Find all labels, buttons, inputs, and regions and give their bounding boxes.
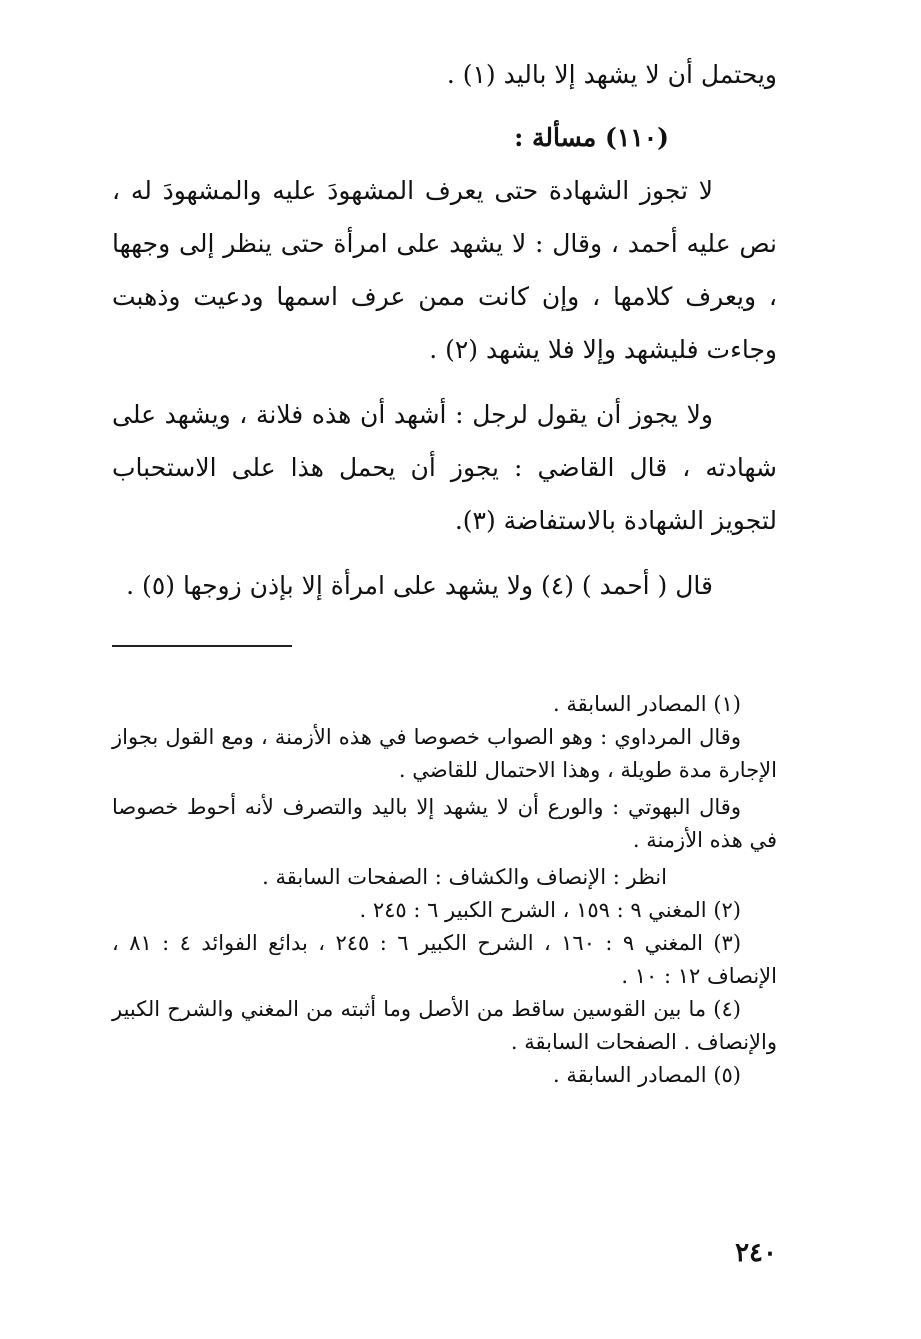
main-text — [112, 48, 777, 612]
paragraph-testimony-rule: ولا يجوز أن يقول لرجل : أشهد أن هذه فلانة ، ويشهد على شهادته ، قال القاضي : يجوز أن يحمل هذا على الاستحباب لتجويز الشهادة بالاستفاضة (٣). — [112, 400, 777, 535]
footnotes — [112, 688, 777, 1092]
footnote-1-reference: انظر : الإنصاف والكشاف : الصفحات السابقة . — [262, 865, 667, 889]
paragraph-witness-knowledge: لا تجوز الشهادة حتى يعرف المشهودَ عليه والمشهودَ له ، نص عليه أحمد ، وقال : لا يشهد على امرأة حتى ينظر إلى وجهها ، ويعرف كلامها ، وإن كانت ممن عرف اسمها ودعيت وذهبت وجاءت فليشهد وإلا فلا يشهد (٢) . — [112, 176, 777, 364]
footnote-1-buhuti: وقال البهوتي : والورع أن لا يشهد إلا باليد والتصرف لأنه أحوط خصوصا في هذه الأزمنة . — [112, 795, 777, 852]
footnote-2: (٢) المغني ٩ : ١٥٩ ، الشرح الكبير ٦ : ٢٤٥ . — [359, 898, 741, 922]
footnote-1-mardawi: وقال المرداوي : وهو الصواب خصوصا في هذه الأزمنة ، ومع القول بجواز الإجارة مدة طويلة ، وهذا الاحتمال للقاضي . — [112, 725, 777, 782]
paragraph-husband-permission: قال ( أحمد ) (٤) ولا يشهد على امرأة إلا بإذن زوجها (٥) . — [126, 571, 713, 600]
footnote-1: (١) المصادر السابقة . — [553, 692, 741, 716]
footnote-divider — [112, 645, 292, 647]
document-page — [112, 48, 777, 1308]
footnote-4: (٤) ما بين القوسين ساقط من الأصل وما أثبته من المغني والشرح الكبير والإنصاف . الصفحات السابقة . — [112, 997, 777, 1054]
footnote-3: (٣) المغني ٩ : ١٦٠ ، الشرح الكبير ٦ : ٢٤٥ ، بدائع الفوائد ٤ : ٨١ ، الإنصاف ١٢ : ١٠ . — [112, 931, 777, 988]
section-heading: (١١٠) مسألة : — [514, 123, 669, 152]
footnote-5: (٥) المصادر السابقة . — [553, 1063, 741, 1087]
page-number: ٢٤٠ — [735, 1238, 777, 1268]
paragraph-intro: ويحتمل أن لا يشهد إلا باليد (١) . — [446, 60, 777, 89]
